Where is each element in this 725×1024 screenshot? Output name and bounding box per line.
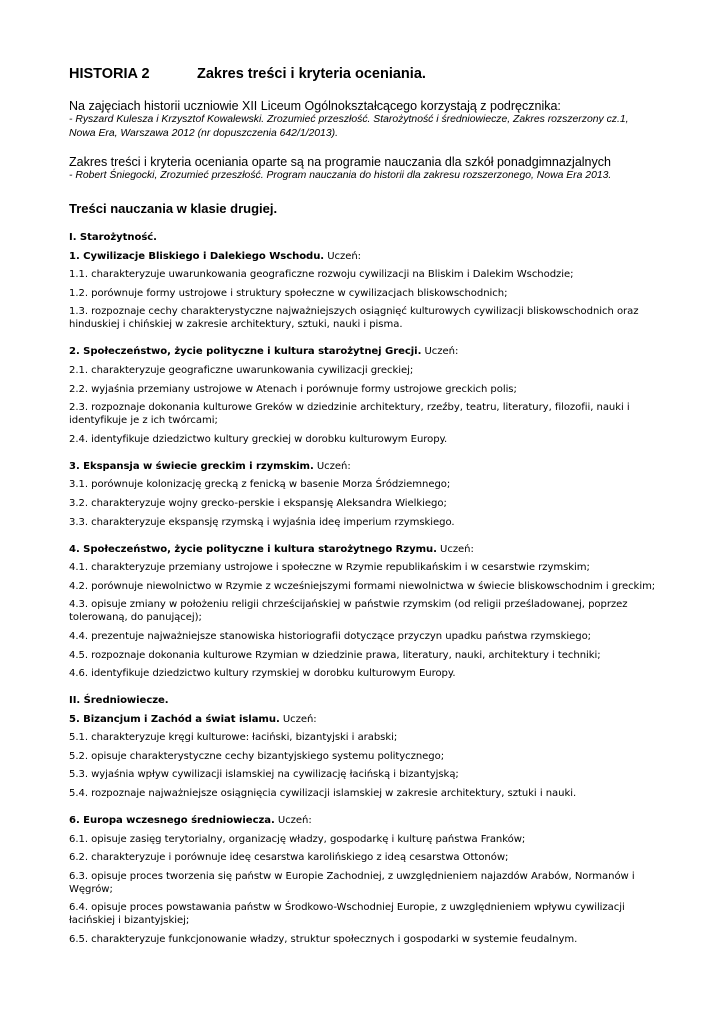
list-item: 6.3. opisuje proces tworzenia się państw w Europie Zachodniej, z uwzględnieniem najazdów Arabów, Normanów i Węgrów; — [69, 870, 635, 895]
section-heading-title: 6. Europa wczesnego średniowiecza. — [69, 815, 275, 827]
section-heading-suffix: Uczeń: — [274, 815, 312, 827]
list-item: 5.3. wyjaśnia wpływ cywilizacji islamskiej na cywilizację łacińską i bizantyjską; — [69, 769, 459, 781]
section-heading — [69, 713, 669, 726]
section-heading — [69, 543, 669, 556]
list-item: 6.4. opisuje proces powstawania państw w Środkowo-Wschodniej Europie, z uwzględnieniem wpływu cywilizacji łacińskiej i bizantyjskiej; — [69, 902, 625, 927]
list-item: 4.3. opisuje zmiany w położeniu religii chrześcijańskiej w państwie rzymskim (od religii prześladowanej, poprzez tolerowaną, do panującej); — [69, 599, 628, 624]
section-heading-title: 1. Cywilizacje Bliskiego i Dalekiego Wschodu. — [69, 250, 325, 262]
subject-title: HISTORIA 2 — [69, 66, 150, 82]
list-item: 4.5. rozpoznaje dokonania kulturowe Rzymian w dziedzinie prawa, literatury, nauki, architektury i techniki; — [69, 649, 601, 661]
program-block — [69, 155, 669, 183]
part-block — [69, 694, 669, 946]
list-item: 6.5. charakteryzuje funkcjonowanie władzy, struktur społecznych i gospodarki w systemie feudalnym. — [69, 934, 578, 946]
section-heading-suffix: Uczeń: — [421, 346, 459, 358]
list-item: 2.1. charakteryzuje geograficzne uwarunkowania cywilizacji greckiej; — [69, 364, 414, 376]
section-heading-suffix: Uczeń: — [436, 543, 474, 555]
intro-block — [69, 99, 669, 141]
part-title: I. Starożytność. — [69, 232, 157, 243]
section-heading-title: 3. Ekspansja w świecie greckim i rzymskim. — [69, 460, 314, 472]
list-item: 6.2. charakteryzuje i porównuje ideę cesarstwa karolińskiego z ideą cesarstwa Ottonów; — [69, 852, 509, 864]
list-item: 3.3. charakteryzuje ekspansję rzymską i wyjaśnia ideę imperium rzymskiego. — [69, 516, 455, 528]
part-block — [69, 231, 669, 680]
section-heading — [69, 460, 669, 473]
part-title: II. Średniowiecze. — [69, 695, 169, 707]
section-block — [69, 250, 669, 332]
list-item: 4.1. charakteryzuje przemiany ustrojowe i społeczne w Rzymie republikańskim i w cesarstwie rzymskim; — [69, 562, 590, 574]
list-item: 1.2. porównuje formy ustrojowe i struktury społeczne w cywilizacjach bliskowschodnich; — [69, 287, 508, 299]
list-item: 2.4. identyfikuje dziedzictwo kultury greckiej w dorobku kulturowym Europy. — [69, 433, 448, 445]
section-heading-suffix: Uczeń: — [324, 250, 362, 262]
section-heading — [69, 345, 669, 358]
list-item: 5.1. charakteryzuje kręgi kulturowe: łaciński, bizantyjski i arabski; — [69, 732, 398, 744]
list-item: 5.4. rozpoznaje najważniejsze osiągnięcia cywilizacji islamskiej w zakresie architektury, sztuki i nauki. — [69, 788, 577, 800]
document-page — [69, 66, 669, 952]
section-heading — [69, 250, 669, 263]
section-heading-suffix: Uczeń: — [279, 713, 317, 725]
list-item: 1.1. charakteryzuje uwarunkowania geograficzne rozwoju cywilizacji na Bliskim i Dalekim Wschodzie; — [69, 269, 574, 281]
list-item: 4.4. prezentuje najważniejsze stanowiska historiografii dotyczące przyczyn upadku państwa rzymskiego; — [69, 630, 592, 642]
list-item: 3.2. charakteryzuje wojny grecko-perskie i ekspansję Aleksandra Wielkiego; — [69, 497, 447, 509]
section-heading-title: 4. Społeczeństwo, życie polityczne i kultura starożytnego Rzymu. — [69, 543, 437, 555]
list-item: 5.2. opisuje charakterystyczne cechy bizantyjskiego systemu politycznego; — [69, 750, 445, 762]
section-block — [69, 814, 669, 946]
textbook-reference-line-2: Nowa Era, Warszawa 2012 (nr dopuszczenia 642/1/2013). — [69, 128, 338, 139]
section-heading-suffix: Uczeń: — [313, 460, 351, 472]
main-heading: Treści nauczania w klasie drugiej. — [69, 201, 278, 216]
list-item: 4.6. identyfikuje dziedzictwo kultury rzymskiej w dorobku kulturowym Europy. — [69, 668, 456, 680]
section-block — [69, 713, 669, 800]
section-block — [69, 460, 669, 529]
list-item: 2.2. wyjaśnia przemiany ustrojowe w Atenach i porównuje formy ustrojowe greckich polis; — [69, 383, 517, 395]
program-reference-line: - Robert Śniegocki, Zrozumieć przeszłość. Program nauczania do historii dla zakresu rozszerzonego, Nowa Era 2013. — [69, 170, 612, 181]
section-heading-title: 5. Bizancjum i Zachód a świat islamu. — [69, 713, 280, 725]
list-item: 3.1. porównuje kolonizację grecką z fenicką w basenie Morza Śródziemnego; — [69, 479, 451, 491]
section-heading-title: 2. Społeczeństwo, życie polityczne i kultura starożytnej Grecji. — [69, 346, 422, 358]
curriculum-content — [69, 231, 669, 946]
list-item: 4.2. porównuje niewolnictwo w Rzymie z wcześniejszymi formami niewolnictwa w świecie bliskowschodnim i greckim; — [69, 580, 656, 592]
section-block — [69, 345, 669, 445]
intro-textbook-line: Na zajęciach historii uczniowie XII Liceum Ogólnokształcącego korzystają z podręcznika: — [69, 99, 561, 113]
list-item: 6.1. opisuje zasięg terytorialny, organizację władzy, gospodarkę i kulturę państwa Franków; — [69, 833, 526, 845]
page-title: Zakres treści i kryteria oceniania. — [197, 66, 426, 82]
document-header — [69, 66, 669, 86]
section-block — [69, 543, 669, 681]
section-heading — [69, 814, 669, 827]
list-item: 2.3. rozpoznaje dokonania kulturowe Greków w dziedzinie architektury, rzeźby, teatru, literatury, filozofii, nauki i identyfikuje je z ich twórcami; — [69, 402, 630, 427]
textbook-reference-line-1: - Ryszard Kulesza i Krzysztof Kowalewski. Zrozumieć przeszłość. Starożytność i średniowiecze, Zakres rozszerzony cz.1, — [69, 114, 629, 125]
list-item: 1.3. rozpoznaje cechy charakterystyczne najważniejszych osiągnięć kulturowych cywilizacji bliskowschodnich oraz hinduskiej i chińskiej w zakresie architektury, sztuki, nauki i pisma. — [69, 306, 639, 331]
intro-program-line: Zakres treści i kryteria oceniania oparte są na programie nauczania dla szkół ponadgimnazjalnych — [69, 155, 611, 169]
